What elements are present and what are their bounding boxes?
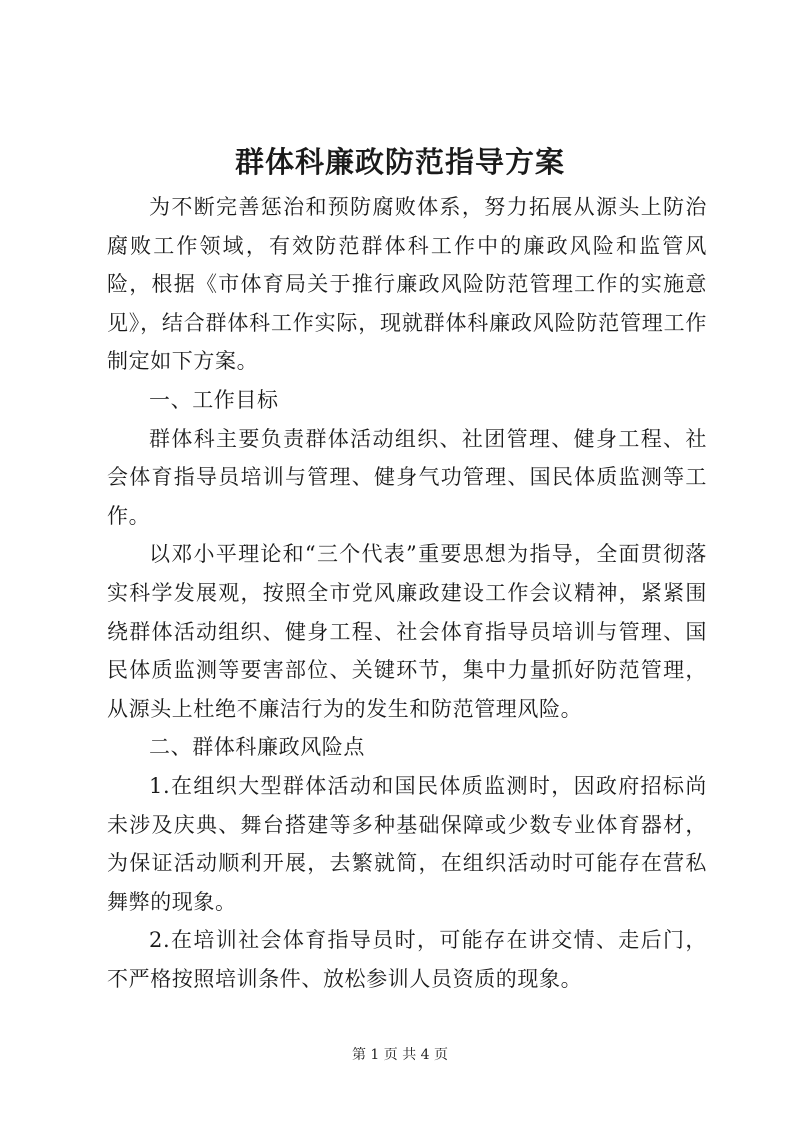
risk-point-2: 2.在培训社会体育指导员时，可能存在讲交情、走后门，不严格按照培训条件、放松参训人员资质的现象。	[107, 928, 707, 991]
document-title: 群体科廉政防范指导方案	[234, 145, 565, 179]
section-heading-1: 一、工作目标	[149, 387, 279, 412]
paragraph-responsibilities: 群体科主要负责群体活动组织、社团管理、健身工程、社会体育指导员培训与管理、健身气功管理、国民体质监测等工作。	[107, 426, 707, 528]
risk-point-1: 1.在组织大型群体活动和国民体质监测时，因政府招标尚未涉及庆典、舞台搭建等多种基础保障或少数专业体育器材，为保证活动顺利开展，去繁就简，在组织活动时可能存在营私舞弊的现象。	[107, 773, 707, 914]
page-footer: 第 1 页 共 4 页	[351, 1047, 449, 1063]
document-body	[107, 188, 707, 998]
paragraph-guidance: 以邓小平理论和“三个代表”重要思想为指导，全面贯彻落实科学发展观，按照全市党风廉政建设工作会议精神，紧紧围绕群体活动组织、健身工程、社会体育指导员培训与管理、国民体质监测等要害部位、关键环节，集中力量抓好防范管理，从源头上杜绝不廉洁行为的发生和防范管理风险。	[107, 542, 707, 721]
section-heading-2: 二、群体科廉政风险点	[149, 735, 365, 760]
paragraph-intro: 为不断完善惩治和预防腐败体系，努力拓展从源头上防治腐败工作领域，有效防范群体科工作中的廉政风险和监管风险，根据《市体育局关于推行廉政风险防范管理工作的实施意见》，结合群体科工作实际，现就群体科廉政风险防范管理工作制定如下方案。	[107, 195, 707, 374]
